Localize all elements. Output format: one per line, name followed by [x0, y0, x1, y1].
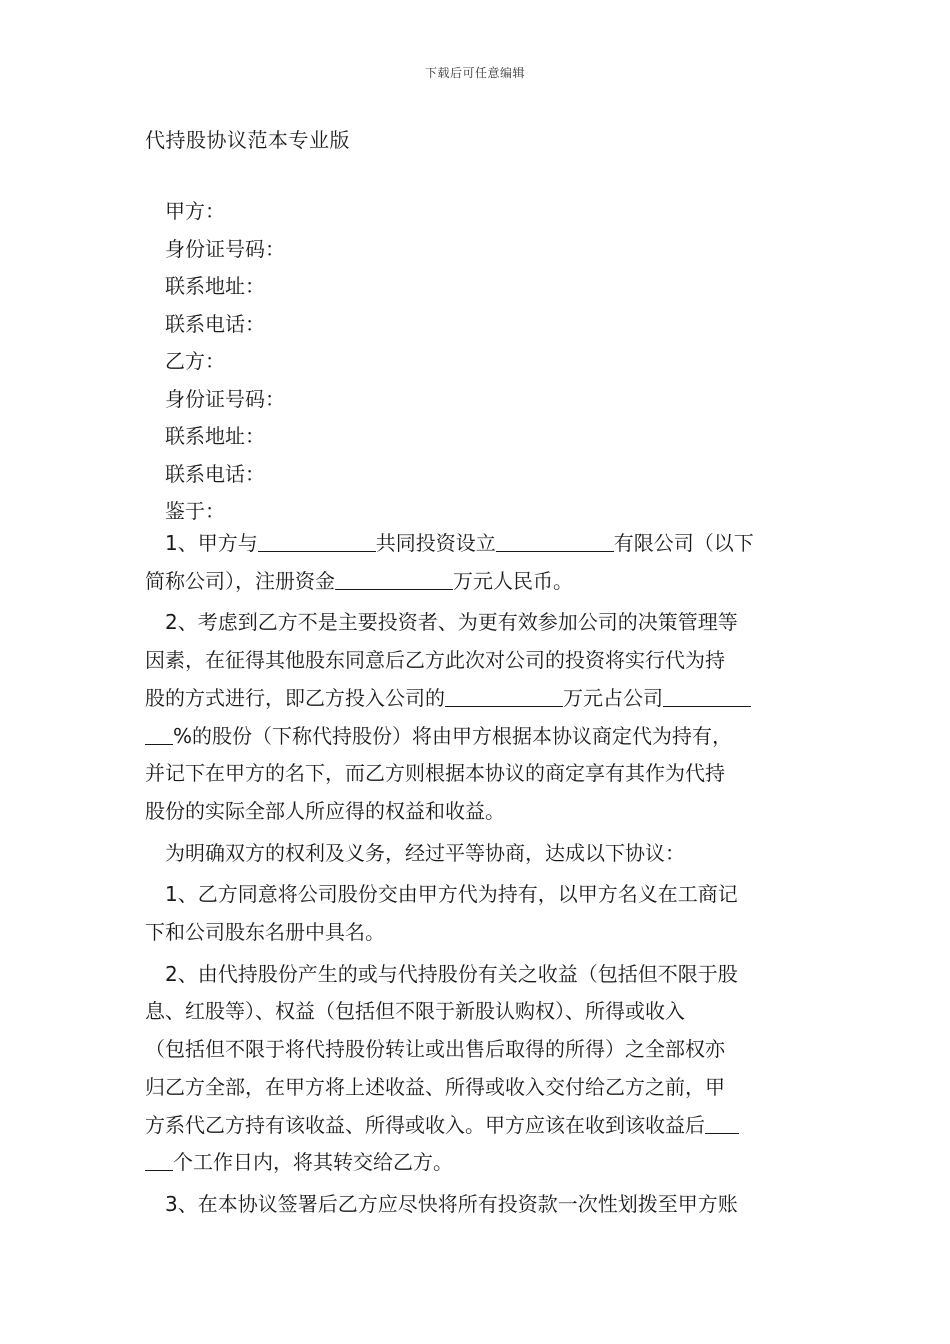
paragraph-line: 下和公司股东名册中具名。	[145, 920, 385, 945]
blank-line	[663, 684, 751, 707]
party-b-phone-label: 联系电话：	[165, 461, 265, 486]
party-a-id-label: 身份证号码：	[165, 236, 285, 261]
paragraph-line: 息、红股等）、权益（包括但不限于新股认购权）、所得或收入	[145, 999, 685, 1024]
paragraph-line: 3、在本协议签署后乙方应尽快将所有投资款一次性划拨至甲方账	[165, 1191, 738, 1216]
clause-3	[145, 1186, 810, 1224]
paragraph-line: 股份的实际全部人所应得的权益和收益。	[145, 798, 505, 823]
paragraph-line: 2、考虑到乙方不是主要投资者、为更有效参加公司的决策管理等	[165, 610, 738, 635]
party-a-phone-label: 联系电话：	[165, 311, 265, 336]
text-run: 简称公司），注册资金	[145, 568, 335, 593]
text-run: 1、甲方与	[165, 531, 258, 555]
paragraph-line	[145, 1144, 810, 1182]
party-fields	[145, 193, 810, 531]
paragraph-line	[145, 718, 810, 756]
paragraph-line	[145, 563, 810, 601]
blank-line	[145, 722, 173, 745]
recital-2	[145, 604, 810, 830]
agreement-intro	[145, 835, 810, 873]
header-note: 下载后可任意编辑	[424, 66, 525, 80]
paragraph-line: 2、由代持股份产生的或与代持股份有关之收益（包括但不限于股	[165, 961, 738, 986]
text-run: 共同投资设立	[375, 531, 496, 555]
party-b-label: 乙方：	[165, 349, 225, 373]
party-a-label: 甲方：	[165, 199, 225, 223]
paragraph-line	[145, 680, 810, 718]
paragraph-line: 1、乙方同意将公司股份交由甲方代为持有，以甲方名义在工商记	[165, 882, 738, 907]
clause-1	[145, 876, 810, 951]
text-run: 股的方式进行，即乙方投入公司的	[145, 685, 445, 710]
blank-line	[258, 529, 376, 552]
blank-line	[335, 567, 453, 590]
paragraph-line	[145, 1107, 810, 1145]
text-run: 万元占公司	[563, 685, 663, 710]
paragraph-line: （包括但不限于将代持股份转让或出售后取得的所得）之全部权亦	[145, 1037, 725, 1062]
text-run: %的股份（下称代持股份）将由甲方根据本协议商定代为持有，	[173, 723, 733, 748]
blank-line	[496, 529, 614, 552]
text-run: 方系代乙方持有该收益、所得或收入。甲方应该在收到该收益后	[145, 1112, 705, 1137]
document-title: 代持股协议范本专业版	[145, 128, 350, 152]
paragraph-line: 并记下在甲方的名下，而乙方则根据本协议的商定享有其作为代持	[145, 761, 725, 786]
paragraph-line	[145, 525, 810, 563]
paragraph-line: 因素，在征得其他股东同意后乙方此次对公司的投资将实行代为持	[145, 648, 725, 673]
agreement-body	[145, 525, 810, 1228]
text-run: 万元人民币。	[453, 568, 573, 593]
blank-line	[705, 1111, 739, 1134]
text-run: 有限公司（以下	[613, 531, 754, 555]
text-run: 个工作日内，将其转交给乙方。	[173, 1150, 453, 1175]
blank-line	[445, 684, 563, 707]
party-b-id-label: 身份证号码：	[165, 386, 285, 411]
party-a-address-label: 联系地址：	[165, 274, 265, 298]
paragraph-line: 为明确双方的权利及义务，经过平等协商，达成以下协议：	[165, 840, 685, 865]
whereas-label: 鉴于：	[165, 499, 225, 523]
clause-2	[145, 956, 810, 1182]
blank-line	[145, 1148, 173, 1171]
party-b-address-label: 联系地址：	[165, 424, 265, 448]
recital-1	[145, 525, 810, 600]
paragraph-line: 归乙方全部，在甲方将上述收益、所得或收入交付给乙方之前，甲	[145, 1074, 725, 1099]
